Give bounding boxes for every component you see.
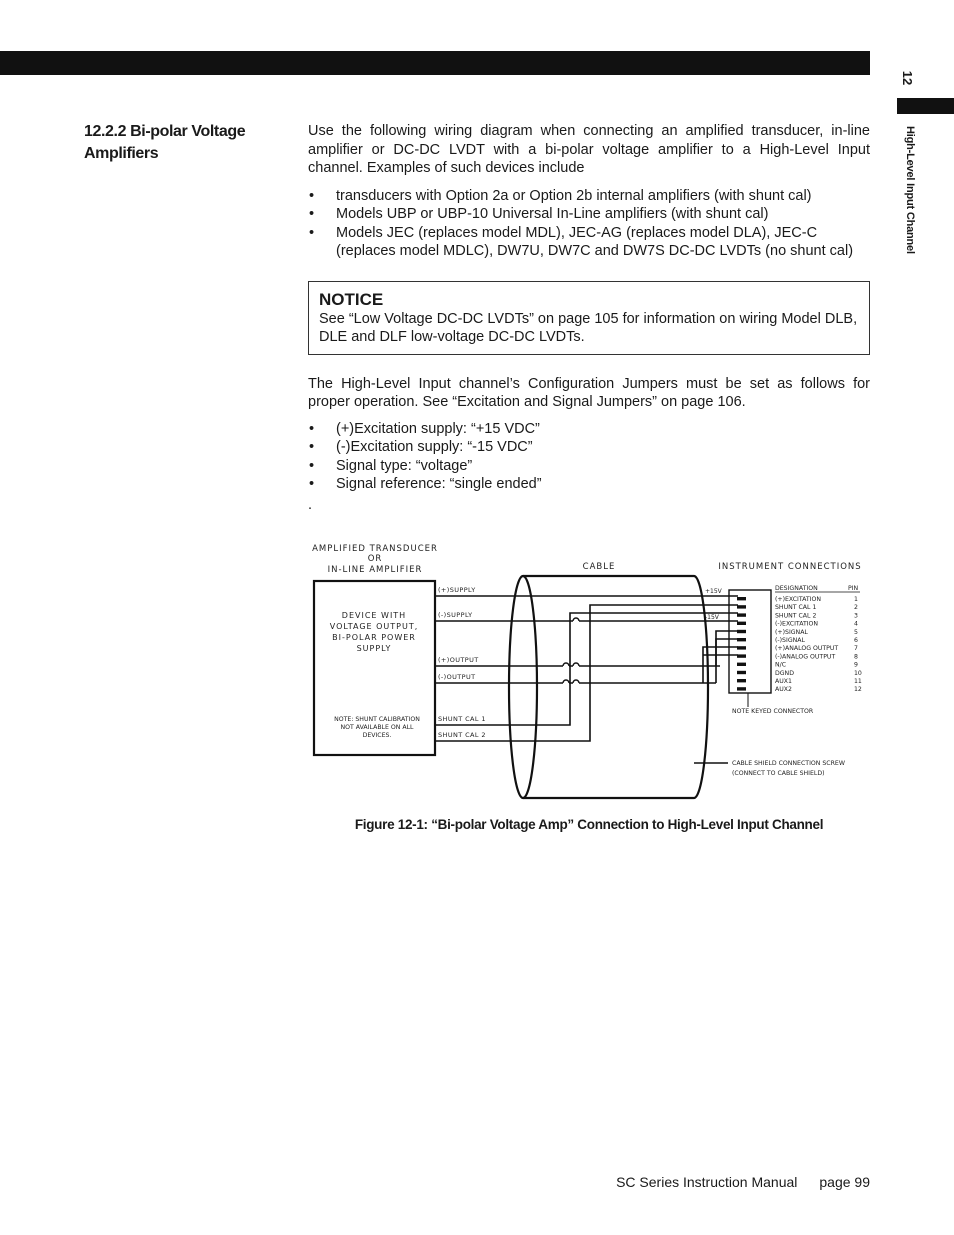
- notice-title: NOTICE: [319, 289, 384, 309]
- shield-note: CABLE SHIELD CONNECTION SCREW: [732, 760, 845, 767]
- device-title-line: AMPLIFIED TRANSDUCER: [312, 544, 438, 554]
- pin-number: 11: [854, 678, 862, 685]
- pin-slot: [737, 646, 746, 649]
- device-box-line: BI-POLAR POWER: [332, 633, 416, 642]
- pin-designation: SHUNT CAL 1: [775, 604, 817, 612]
- pin-designation: (-)EXCITATION: [775, 620, 819, 628]
- pin-designation: (+)ANALOG OUTPUT: [775, 645, 839, 653]
- designation-header: DESIGNATION: [775, 585, 818, 592]
- device-title-line: IN-LINE AMPLIFIER: [327, 565, 423, 575]
- pin-number: 4: [854, 620, 858, 628]
- list-item: • (-)Excitation supply: “-15 VDC”: [308, 438, 870, 457]
- main-content: [308, 122, 870, 514]
- list-item: • transducers with Option 2a or Option 2b internal amplifiers (with shunt cal): [308, 187, 870, 206]
- pin-designation: N/C: [775, 661, 787, 669]
- device-list: [308, 187, 870, 261]
- pin-designation: (+)SIGNAL: [775, 628, 808, 636]
- pin-slot: [737, 630, 746, 633]
- device-box-line: VOLTAGE OUTPUT,: [329, 622, 419, 631]
- list-item: • Models UBP or UBP-10 Universal In-Line amplifiers (with shunt cal): [308, 205, 870, 224]
- list-item: • Models JEC (replaces model MDL), JEC-AG (replaces model DLA), JEC-C (replaces model MDLC), DW7U, DW7C and DW7S DC-DC LVDTs (no shunt cal): [308, 224, 870, 261]
- plus15-label: +15V: [705, 588, 722, 595]
- pin-slot: [737, 654, 746, 657]
- device-title-line: OR: [367, 554, 383, 564]
- chapter-number: 12: [900, 70, 915, 86]
- pin-designation: (+)EXCITATION: [775, 596, 822, 603]
- chapter-tab-marker: [897, 98, 954, 114]
- list-item: • Signal reference: “single ended”: [308, 475, 870, 494]
- pin-slot: [737, 638, 746, 641]
- device-box-line: SUPPLY: [356, 644, 392, 653]
- pin-number: 12: [854, 686, 862, 694]
- pin-slot: [737, 679, 746, 682]
- page-number: page 99: [819, 1174, 870, 1190]
- note-line: DEVICES.: [362, 732, 392, 739]
- pin-number: 5: [854, 628, 858, 636]
- pin-designation: AUX2: [775, 686, 792, 694]
- section-heading: 12.2.2 Bi-polar Voltage Amplifiers: [84, 123, 246, 162]
- figure-caption: Figure 12-1: “Bi-polar Voltage Amp” Connection to High-Level Input Channel: [354, 817, 824, 832]
- pin-slot: [737, 597, 746, 600]
- wire-label: SHUNT CAL 2: [438, 731, 486, 739]
- note-line: NOT AVAILABLE ON ALL: [340, 724, 414, 731]
- instrument-label: INSTRUMENT CONNECTIONS: [718, 562, 862, 572]
- cable-label: CABLE: [582, 562, 616, 572]
- jumpers-paragraph: The High-Level Input channel’s Configuration Jumpers must be set as follows for proper operation. See “Excitation and Signal Jumpers” on page 106.: [308, 375, 870, 410]
- pin-number: 1: [854, 596, 858, 603]
- note-line: NOTE: SHUNT CALIBRATION: [334, 716, 420, 723]
- pin-designation: SHUNT CAL 2: [775, 612, 817, 620]
- wire-shunt-cal-1: [435, 613, 738, 725]
- notice-box: [308, 281, 870, 355]
- pin-designation: AUX1: [775, 678, 792, 685]
- intro-paragraph: Use the following wiring diagram when connecting an amplified transducer, in-line amplifier or DC-DC LVDT with a bi-polar voltage amplifier to a High-Level Input channel. Examples of such devices include: [308, 123, 870, 176]
- wire-label: (+)SUPPLY: [438, 586, 476, 594]
- pin-number: 7: [854, 645, 858, 653]
- pin-number: 8: [854, 653, 858, 661]
- manual-name: SC Series Instruction Manual: [616, 1174, 798, 1190]
- pin-designation: DGND: [775, 669, 794, 677]
- pin-number: 9: [854, 661, 858, 669]
- pin-slot: [737, 663, 746, 666]
- wire-label: (-)OUTPUT: [438, 673, 476, 681]
- shield-note: (CONNECT TO CABLE SHIELD): [732, 770, 825, 777]
- pin-slot: [737, 687, 746, 690]
- pin-slot: [737, 613, 746, 616]
- jumper-list: [308, 420, 870, 494]
- keyed-note: NOTE KEYED CONNECTOR: [732, 708, 814, 715]
- minus15-label: -15V: [705, 614, 719, 621]
- pin-number: 2: [854, 604, 858, 612]
- chapter-title: High-Level Input Channel: [904, 126, 916, 254]
- wire-label: (-)SUPPLY: [438, 611, 473, 619]
- stray-mark: .: [308, 496, 313, 513]
- wiring-diagram: [308, 535, 870, 805]
- pin-header: PIN: [848, 585, 859, 592]
- wire-label: SHUNT CAL 1: [438, 715, 486, 723]
- pin-number: 3: [854, 612, 858, 620]
- pin-number: 10: [854, 669, 862, 677]
- list-item: • (+)Excitation supply: “+15 VDC”: [308, 420, 870, 439]
- notice-text: See “Low Voltage DC-DC LVDTs” on page 105 for information on wiring Model DLB, DLE and DLF low-voltage DC-DC LVDTs.: [319, 310, 858, 345]
- cable-shield: [509, 576, 708, 798]
- list-item: • Signal type: “voltage”: [308, 457, 870, 476]
- page-footer: [616, 1174, 870, 1190]
- header-bar: [0, 51, 870, 75]
- pin-slot: [737, 605, 746, 608]
- pin-slot: [737, 622, 746, 625]
- pin-slot: [737, 671, 746, 674]
- device-box-line: DEVICE WITH: [341, 611, 407, 620]
- pin-designation: (-)ANALOG OUTPUT: [775, 653, 836, 661]
- pin-designation: (-)SIGNAL: [775, 637, 805, 644]
- wire-label: (+)OUTPUT: [438, 656, 479, 664]
- pin-number: 6: [854, 637, 858, 644]
